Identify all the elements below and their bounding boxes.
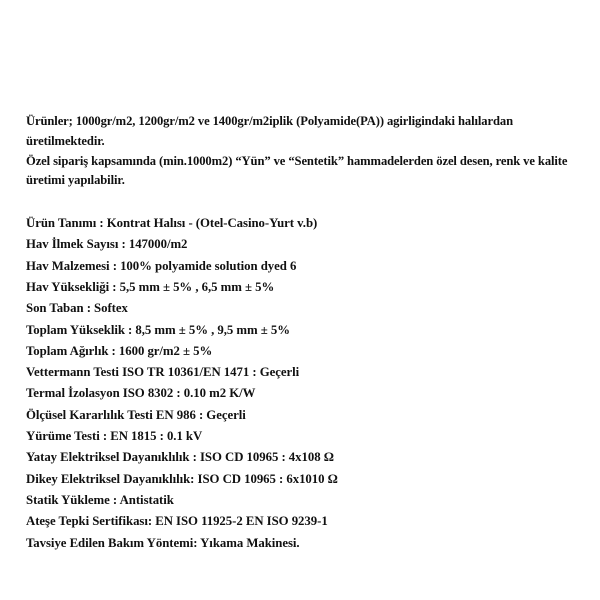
- spec-item: Termal İzolasyon ISO 8302 : 0.10 m2 K/W: [26, 386, 256, 401]
- spec-item: Ürün Tanımı : Kontrat Halısı - (Otel-Casino-Yurt v.b): [26, 216, 318, 231]
- intro-block: [26, 112, 574, 191]
- spec-item: Vettermann Testi ISO TR 10361/EN 1471 : Geçerli: [26, 365, 300, 380]
- spec-item: Yürüme Testi : EN 1815 : 0.1 kV: [26, 429, 203, 444]
- specification-list: [26, 213, 574, 554]
- intro-paragraph-1: Ürünler; 1000gr/m2, 1200gr/m2 ve 1400gr/m2iplik (Polyamide(PA)) agirligindaki halılardan üretilmektedir.: [26, 114, 513, 148]
- spec-item: Tavsiye Edilen Bakım Yöntemi: Yıkama Makinesi.: [26, 535, 300, 550]
- spec-item: Son Taban : Softex: [26, 301, 128, 316]
- intro-paragraph-2: Özel sipariş kapsamında (min.1000m2) “Yün” ve “Sentetik” hammadelerden özel desen, renk ve kalite üretimi yapılabilir.: [26, 153, 568, 188]
- spec-item: Ölçüsel Kararlılık Testi EN 986 : Geçerli: [26, 407, 246, 422]
- spec-item: Statik Yükleme : Antistatik: [26, 492, 174, 507]
- spec-item: Toplam Ağırlık : 1600 gr/m2 ± 5%: [26, 343, 213, 358]
- spec-item: Ateşe Tepki Sertifikası: EN ISO 11925-2 EN ISO 9239-1: [26, 514, 328, 529]
- spec-item: Hav Yüksekliği : 5,5 mm ± 5% , 6,5 mm ± 5%: [26, 279, 275, 294]
- spec-item: Yatay Elektriksel Dayanıklılık : ISO CD 10965 : 4x108 Ω: [26, 450, 334, 465]
- spec-item: Hav Malzemesi : 100% polyamide solution dyed 6: [26, 258, 297, 273]
- spec-item: Dikey Elektriksel Dayanıklılık: ISO CD 10965 : 6x1010 Ω: [26, 471, 338, 486]
- spec-item: Toplam Yükseklik : 8,5 mm ± 5% , 9,5 mm ± 5%: [26, 322, 291, 337]
- spec-item: Hav İlmek Sayısı : 147000/m2: [26, 237, 188, 252]
